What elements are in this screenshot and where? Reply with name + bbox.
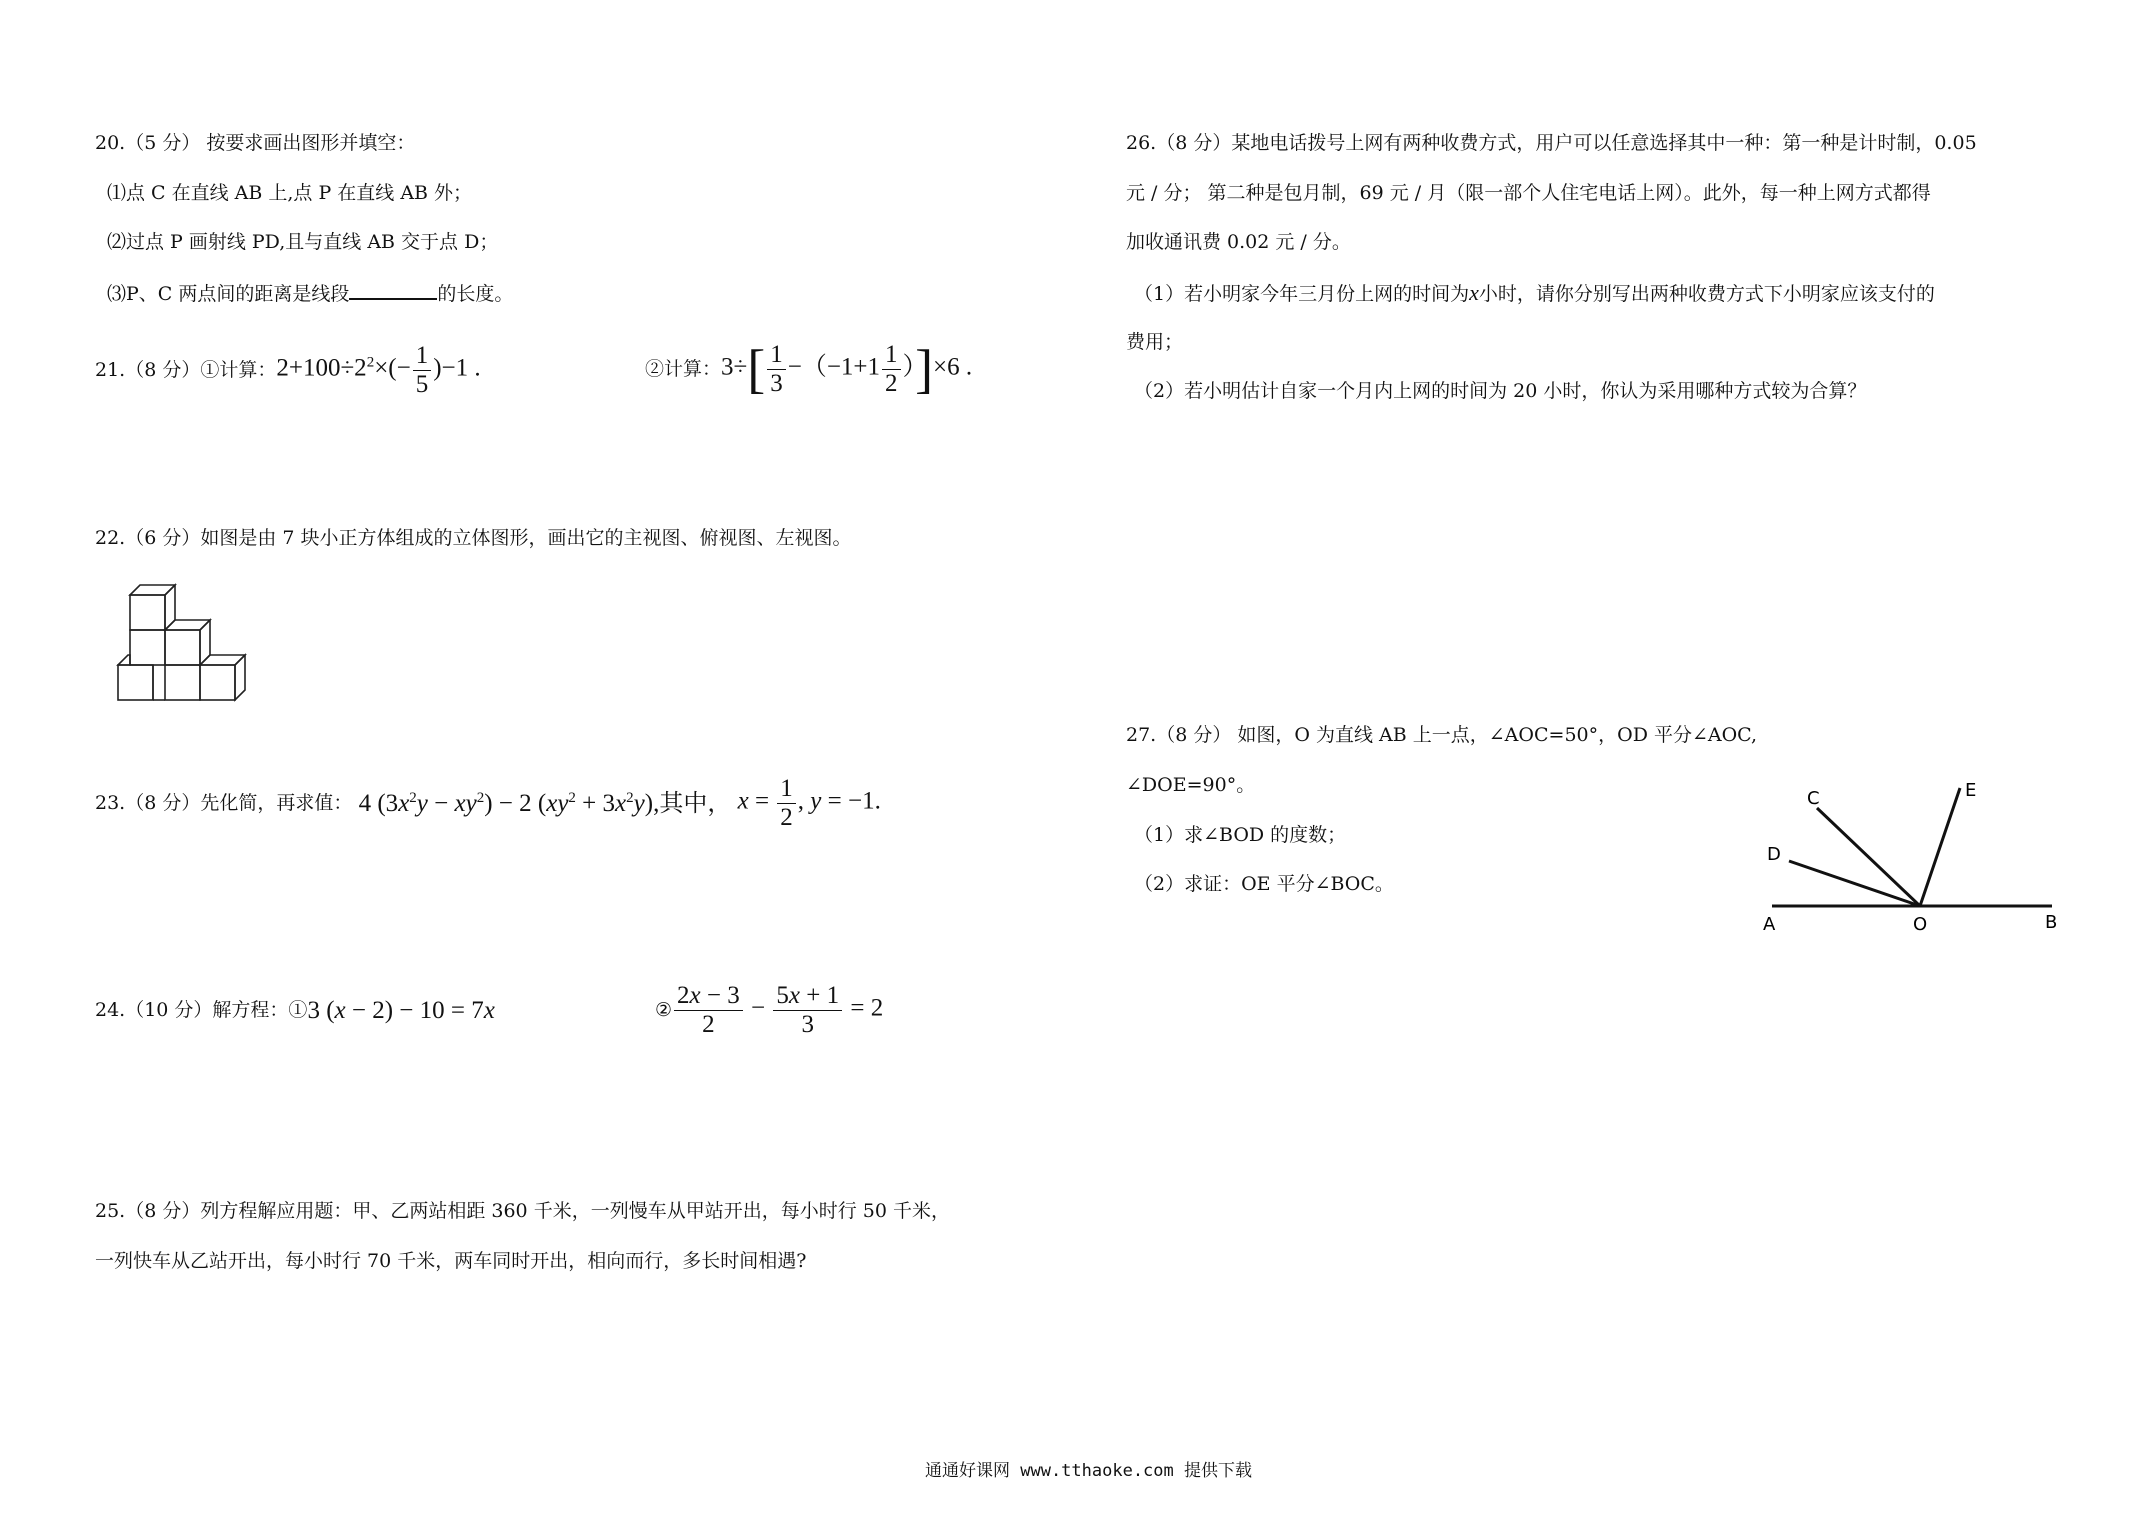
- q20-title: 20.（5 分） 按要求画出图形并填空：: [95, 132, 416, 154]
- q26-line-5: 费用；: [1126, 331, 1184, 353]
- q25-line-1: 25.（8 分）列方程解应用题：甲、乙两站相距 360 千米，一列慢车从甲站开出，每小时行 50 千米，: [95, 1200, 950, 1222]
- q20-item-2: ⑵过点 P 画射线 PD,且与直线 AB 交于点 D；: [107, 231, 499, 253]
- q24-label: 24.（10 分）解方程：①: [95, 998, 308, 1021]
- q26-line-2: 元 / 分； 第二种是包月制，69 元 / 月（限一部个人住宅电话上网）。此外，每一种上网方式都得: [1126, 182, 1931, 204]
- point-label-a: A: [1763, 914, 1776, 935]
- q24-label-2: ②: [655, 998, 673, 1021]
- point-label-b: B: [2045, 912, 2058, 933]
- q23-expression: 4 $(3x^2y - xy^2) - 2$ $(xy^2 + 3x^2y)$,: [352, 789, 660, 817]
- point-label-c: C: [1807, 788, 1820, 809]
- q20-item-3-text: ⑶P、C 两点间的距离是线段: [107, 283, 350, 305]
- q27-line-3: （1）求∠BOD 的度数；: [1134, 824, 1347, 846]
- q26-line-6: （2）若小明估计自家一个月内上网的时间为 20 小时，你认为采用哪种方式较为合算？: [1134, 380, 1867, 402]
- point-label-e: E: [1965, 780, 1977, 801]
- q26-variable-x: x: [1469, 280, 1479, 305]
- q21-expression-2: 3÷[ $\frac{1}{3}$ −（−1+1 $\frac{1}{2}$ ）]×6 .: [721, 339, 973, 399]
- q24-part-1: [95, 990, 495, 1030]
- q27-line-4: （2）求证：OE 平分∠BOC。: [1134, 873, 1394, 895]
- q23-where: 其中，: [659, 789, 732, 817]
- q26-line-4: [1134, 282, 1935, 304]
- answer-blank: [349, 282, 437, 300]
- q27-line-2: ∠DOE=90°。: [1126, 774, 1256, 796]
- q20-item-1: ⑴点 C 在直线 AB 上,点 P 在直线 AB 外；: [107, 182, 473, 204]
- q24-equation-2: $\frac{2x - 3}{2}$ − $\frac{5x + 1}{3}$ = 2: [672, 982, 883, 1038]
- q20-item-3: [107, 282, 513, 304]
- q26-line-1: 26.（8 分）某地电话拨号上网有两种收费方式，用户可以任意选择其中一种：第一种是计时制，0.05: [1126, 132, 1977, 154]
- point-label-d: D: [1767, 844, 1781, 865]
- q27-line-1: 27.（8 分） 如图，O 为直线 AB 上一点，∠AOC=50°，OD 平分∠AOC,: [1126, 724, 1758, 746]
- q21-part-2: [645, 336, 972, 402]
- q24-equation-1: 3 (x − 2) − 10 = 7x: [307, 996, 495, 1024]
- q26-line-3: 加收通讯费 0.02 元 / 分。: [1126, 231, 1351, 253]
- q26-line-4-a: （1）若小明家今年三月份上网的时间为: [1134, 283, 1470, 305]
- angle-figure: [1755, 760, 2075, 940]
- q21-label-2: ②计算：: [645, 357, 722, 380]
- cube-stack-figure: [110, 578, 290, 718]
- q23-values: x = $\frac{1}{2}$ , y = −1.: [737, 775, 881, 831]
- q20-item-3-tail: 的长度。: [437, 283, 514, 305]
- q21-part-1: [95, 340, 481, 400]
- point-label-o: O: [1913, 914, 1928, 935]
- q21-expression-1: $2+100\div 2^2\times(-$ $\frac{1}{5}$ )−1 .: [276, 342, 481, 398]
- q26-line-4-b: 小时，请你分别写出两种收费方式下小明家应该支付的: [1478, 283, 1935, 305]
- q23-label: 23.（8 分）先化简，再求值：: [95, 791, 353, 814]
- q24-part-2: [655, 974, 883, 1046]
- q21-label: 21.（8 分）①计算：: [95, 358, 277, 381]
- q22-text: 22.（6 分）如图是由 7 块小正方体组成的立体图形，画出它的主视图、俯视图、左视图。: [95, 527, 852, 549]
- q23: [95, 772, 881, 834]
- q25-line-2: 一列快车从乙站开出，每小时行 70 千米，两车同时开出，相向而行，多长时间相遇?: [95, 1250, 807, 1272]
- page-footer: 通通好课网 www.tthaoke.com 提供下载: [925, 1461, 1252, 1481]
